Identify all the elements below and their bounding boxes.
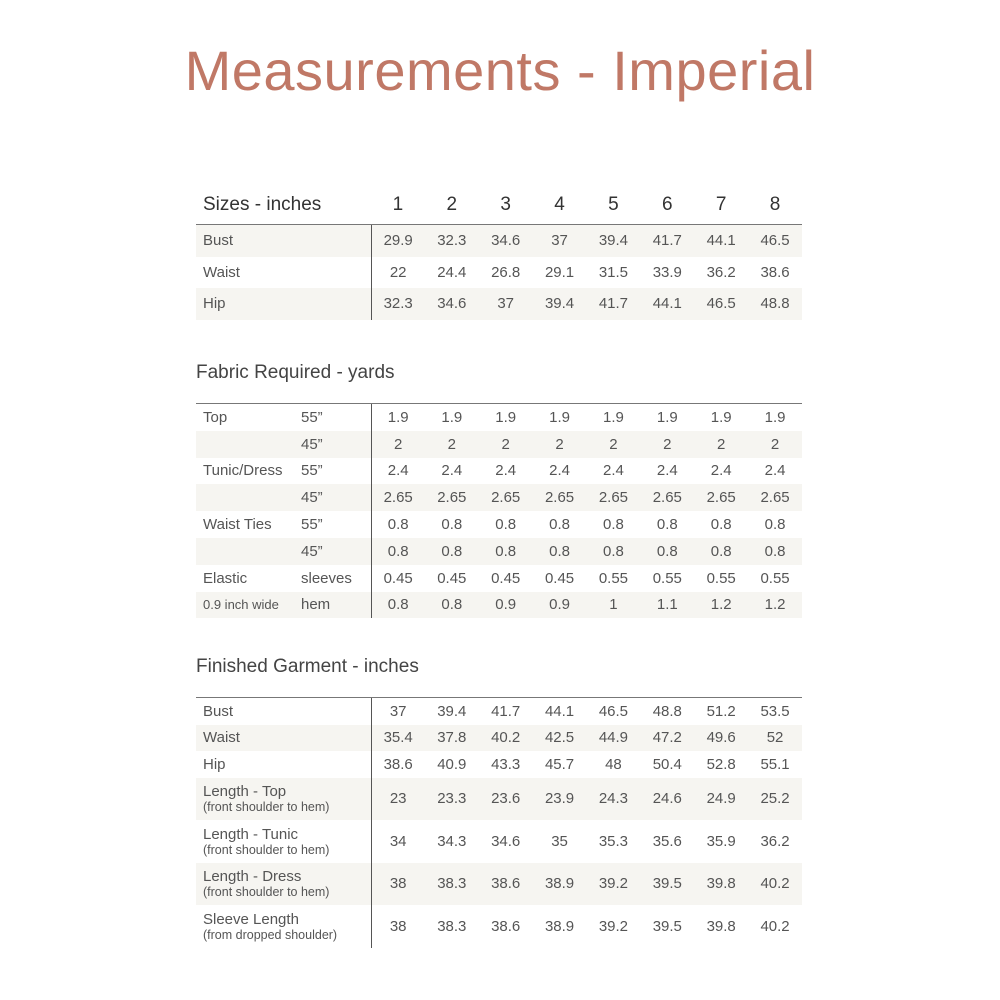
row-label-cell — [196, 725, 371, 752]
value-cell: 0.45 — [371, 565, 425, 592]
value-cell: 48.8 — [640, 698, 694, 725]
value-cell: 0.8 — [371, 538, 425, 565]
value-cell: 2 — [640, 431, 694, 458]
value-cell: 2.4 — [710, 462, 732, 480]
value-cell: 35.6 — [652, 832, 682, 850]
value-cell: 0.8 — [710, 516, 732, 534]
value-cell: 38.3 — [425, 863, 479, 906]
value-cell: 38.6 — [760, 263, 790, 281]
table-row — [196, 225, 802, 257]
value-cell: 1.1 — [640, 592, 694, 619]
value-cell: 35.9 — [706, 832, 736, 850]
size-header: 3 — [500, 194, 511, 215]
value-cell: 52.8 — [706, 755, 736, 773]
value-cell: 2.4 — [603, 462, 624, 480]
value-cell: 48.8 — [748, 288, 802, 320]
row-label: Top — [196, 404, 301, 431]
value-cell: 0.8 — [748, 538, 802, 565]
fabric-width-label: hem — [301, 592, 371, 619]
value-cell: 53.5 — [748, 698, 802, 725]
value-cell: 44.1 — [694, 225, 748, 257]
value-cell: 2 — [748, 431, 802, 458]
value-cell: 48 — [605, 755, 622, 773]
row-label: Waist Ties — [203, 516, 272, 534]
sizes-header-row — [196, 186, 802, 225]
row-label-cell — [196, 698, 371, 725]
value-cell: 0.8 — [656, 516, 678, 534]
value-cell: 46.5 — [694, 288, 748, 320]
row-label-cell — [196, 751, 371, 778]
value-cell: 2 — [694, 431, 748, 458]
size-header: 5 — [608, 194, 619, 215]
value-cell: 0.8 — [533, 538, 587, 565]
value-cell: 38.6 — [371, 751, 425, 778]
table-row — [196, 458, 802, 485]
fabric-width-label: 55” — [301, 516, 323, 534]
value-cell: 41.7 — [587, 288, 641, 320]
value-cell: 38 — [371, 863, 425, 906]
row-label: 0.9 inch wide — [196, 592, 301, 619]
value-cell: 0.8 — [694, 538, 748, 565]
fabric-width-label: 45” — [301, 431, 371, 458]
fabric-table — [196, 403, 802, 618]
value-cell: 2.65 — [748, 484, 802, 511]
value-cell: 37 — [533, 225, 587, 257]
value-cell: 1.2 — [694, 592, 748, 619]
value-cell: 0.8 — [479, 538, 533, 565]
table-row — [196, 565, 802, 592]
size-header: 4 — [554, 194, 565, 215]
value-cell: 0.55 — [598, 569, 629, 587]
size-header: 2 — [446, 194, 458, 215]
value-cell: 2.65 — [640, 484, 694, 511]
value-cell: 37 — [371, 698, 425, 725]
value-cell: 1.9 — [694, 404, 748, 431]
value-cell: 0.8 — [371, 592, 425, 619]
value-cell: 1.9 — [640, 404, 694, 431]
value-cell: 0.9 — [533, 592, 587, 619]
size-header: 7 — [715, 194, 727, 215]
value-cell: 38.9 — [544, 917, 575, 935]
sizes-table — [196, 186, 802, 320]
value-cell: 2.4 — [371, 458, 425, 485]
value-cell: 39.5 — [652, 917, 682, 935]
value-cell: 52 — [748, 725, 802, 752]
value-cell: 37.8 — [425, 725, 479, 752]
value-cell: 2.65 — [479, 484, 533, 511]
value-cell: 0.8 — [587, 538, 641, 565]
table-row — [196, 592, 802, 619]
value-cell: 0.8 — [425, 592, 479, 619]
table-row — [196, 863, 802, 906]
finished-garment-table — [196, 697, 802, 948]
row-label-cell — [196, 820, 371, 863]
value-cell: 34.6 — [479, 225, 533, 257]
value-cell: 49.6 — [694, 725, 748, 752]
value-cell: 0.55 — [760, 569, 790, 587]
table-row — [196, 404, 802, 431]
value-cell: 35 — [551, 832, 568, 850]
row-label-cell — [196, 905, 371, 948]
value-cell: 1.9 — [479, 404, 533, 431]
value-cell: 24.6 — [640, 778, 694, 821]
row-label: Tunic/Dress — [203, 462, 283, 480]
value-cell: 39.5 — [640, 863, 694, 906]
value-cell: 2.65 — [587, 484, 641, 511]
table-row — [196, 820, 802, 863]
value-cell: 0.8 — [495, 516, 517, 534]
fabric-section-title: Fabric Required - yards — [196, 362, 395, 383]
value-cell: 0.8 — [441, 516, 463, 534]
value-cell: 25.2 — [748, 778, 802, 821]
value-cell: 2 — [587, 431, 641, 458]
value-cell: 24.9 — [694, 778, 748, 821]
value-cell: 47.2 — [640, 725, 694, 752]
value-cell: 55.1 — [760, 755, 790, 773]
value-cell: 38.9 — [533, 863, 587, 906]
value-cell: 2.65 — [425, 484, 479, 511]
value-cell: 38.3 — [437, 917, 467, 935]
value-cell: 1.9 — [425, 404, 479, 431]
fabric-width-label: 45” — [301, 538, 371, 565]
value-cell: 23 — [371, 778, 425, 821]
value-cell: 1 — [587, 592, 641, 619]
value-cell: 2 — [425, 431, 479, 458]
value-cell: 45.7 — [544, 755, 575, 773]
row-label: Hip — [203, 755, 226, 773]
row-label: Sleeve Length — [203, 910, 299, 928]
size-header: 8 — [769, 194, 781, 215]
value-cell: 2.65 — [371, 484, 425, 511]
table-row — [196, 538, 802, 565]
value-cell: 0.45 — [544, 569, 575, 587]
table-row — [196, 257, 802, 289]
value-cell: 2 — [533, 431, 587, 458]
value-cell: 35.3 — [598, 832, 629, 850]
value-cell: 36.2 — [760, 832, 790, 850]
size-header: 6 — [662, 194, 673, 215]
value-cell: 39.2 — [587, 863, 641, 906]
value-cell: 33.9 — [652, 263, 682, 281]
value-cell: 51.2 — [694, 698, 748, 725]
value-cell: 1.9 — [587, 404, 641, 431]
value-cell: 1.9 — [371, 404, 425, 431]
value-cell: 39.2 — [598, 917, 629, 935]
fabric-width-label: 55” — [301, 404, 371, 431]
value-cell: 39.4 — [587, 225, 641, 257]
table-row — [196, 751, 802, 778]
value-cell: 29.9 — [371, 225, 425, 257]
row-note: (front shoulder to hem) — [203, 842, 330, 857]
value-cell: 29.1 — [544, 263, 575, 281]
row-label: Length - Top — [203, 783, 287, 801]
value-cell: 39.8 — [706, 917, 736, 935]
value-cell: 32.3 — [425, 225, 479, 257]
row-label-cell — [196, 863, 371, 906]
value-cell: 44.9 — [587, 725, 641, 752]
value-cell: 0.8 — [371, 511, 425, 538]
value-cell: 50.4 — [652, 755, 682, 773]
row-label: Elastic — [203, 569, 248, 587]
value-cell: 2.65 — [694, 484, 748, 511]
table-row — [196, 431, 802, 458]
value-cell: 37 — [479, 288, 533, 320]
table-row — [196, 698, 802, 725]
value-cell: 40.9 — [437, 755, 467, 773]
size-header: 1 — [392, 194, 404, 215]
value-cell: 38.6 — [479, 863, 533, 906]
finished-section-title: Finished Garment - inches — [196, 656, 419, 677]
row-label: Waist — [203, 263, 240, 281]
value-cell: 34 — [371, 820, 425, 863]
value-cell: 2.4 — [495, 462, 517, 480]
value-cell: 38.6 — [491, 917, 521, 935]
value-cell: 34.6 — [491, 832, 521, 850]
value-cell: 40.2 — [760, 917, 790, 935]
fabric-width-label: 45” — [301, 484, 371, 511]
value-cell: 23.9 — [533, 778, 587, 821]
value-cell: 1.9 — [748, 404, 802, 431]
table-row — [196, 484, 802, 511]
value-cell: 0.45 — [491, 569, 521, 587]
fabric-width-label: sleeves — [301, 569, 352, 587]
value-cell: 23.3 — [425, 778, 479, 821]
row-label: Hip — [196, 288, 371, 320]
table-row — [196, 778, 802, 821]
value-cell: 0.8 — [764, 516, 786, 534]
value-cell: 2.65 — [533, 484, 587, 511]
row-label: Bust — [203, 702, 234, 720]
row-label: Waist — [203, 729, 240, 747]
value-cell: 24.3 — [587, 778, 641, 821]
value-cell: 38 — [371, 905, 425, 948]
value-cell: 0.55 — [706, 569, 736, 587]
row-note: (from dropped shoulder) — [203, 927, 338, 942]
row-label — [196, 538, 301, 565]
row-label: Bust — [196, 225, 371, 257]
value-cell: 2.4 — [764, 462, 786, 480]
row-note: (front shoulder to hem) — [203, 885, 330, 900]
value-cell: 0.8 — [603, 516, 624, 534]
value-cell: 43.3 — [491, 755, 521, 773]
value-cell: 2 — [371, 431, 425, 458]
value-cell: 34.6 — [425, 288, 479, 320]
value-cell: 41.7 — [640, 225, 694, 257]
value-cell: 2.4 — [549, 462, 570, 480]
row-note: (front shoulder to hem) — [203, 800, 330, 815]
value-cell: 0.8 — [640, 538, 694, 565]
value-cell: 23.6 — [479, 778, 533, 821]
value-cell: 22 — [371, 257, 425, 289]
value-cell: 1.9 — [533, 404, 587, 431]
value-cell: 31.5 — [598, 263, 629, 281]
value-cell: 1.2 — [748, 592, 802, 619]
page-title: Measurements - Imperial — [184, 39, 816, 102]
value-cell: 42.5 — [533, 725, 587, 752]
row-label — [196, 431, 301, 458]
value-cell: 40.2 — [748, 863, 802, 906]
sizes-header-label: Sizes - inches — [203, 194, 322, 215]
table-row — [196, 905, 802, 948]
value-cell: 35.4 — [371, 725, 425, 752]
value-cell: 44.1 — [640, 288, 694, 320]
row-label — [196, 484, 301, 511]
value-cell: 2.4 — [656, 462, 678, 480]
row-label-cell — [196, 778, 371, 821]
table-row — [196, 725, 802, 752]
fabric-width-label: 55” — [301, 462, 323, 480]
value-cell: 46.5 — [587, 698, 641, 725]
value-cell: 2 — [479, 431, 533, 458]
value-cell: 0.45 — [437, 569, 467, 587]
table-row — [196, 288, 802, 320]
value-cell: 39.4 — [425, 698, 479, 725]
value-cell: 0.8 — [549, 516, 570, 534]
value-cell: 0.55 — [652, 569, 682, 587]
value-cell: 0.8 — [425, 538, 479, 565]
value-cell: 36.2 — [706, 263, 736, 281]
value-cell: 44.1 — [533, 698, 587, 725]
value-cell: 34.3 — [437, 832, 467, 850]
row-label: Length - Tunic — [203, 825, 299, 843]
value-cell: 26.8 — [491, 263, 521, 281]
table-row — [196, 511, 802, 538]
value-cell: 40.2 — [479, 725, 533, 752]
value-cell: 39.4 — [533, 288, 587, 320]
value-cell: 32.3 — [371, 288, 425, 320]
value-cell: 41.7 — [479, 698, 533, 725]
value-cell: 46.5 — [748, 225, 802, 257]
value-cell: 24.4 — [437, 263, 467, 281]
value-cell: 0.9 — [479, 592, 533, 619]
value-cell: 39.8 — [694, 863, 748, 906]
value-cell: 2.4 — [441, 462, 463, 480]
row-label: Length - Dress — [203, 868, 302, 886]
